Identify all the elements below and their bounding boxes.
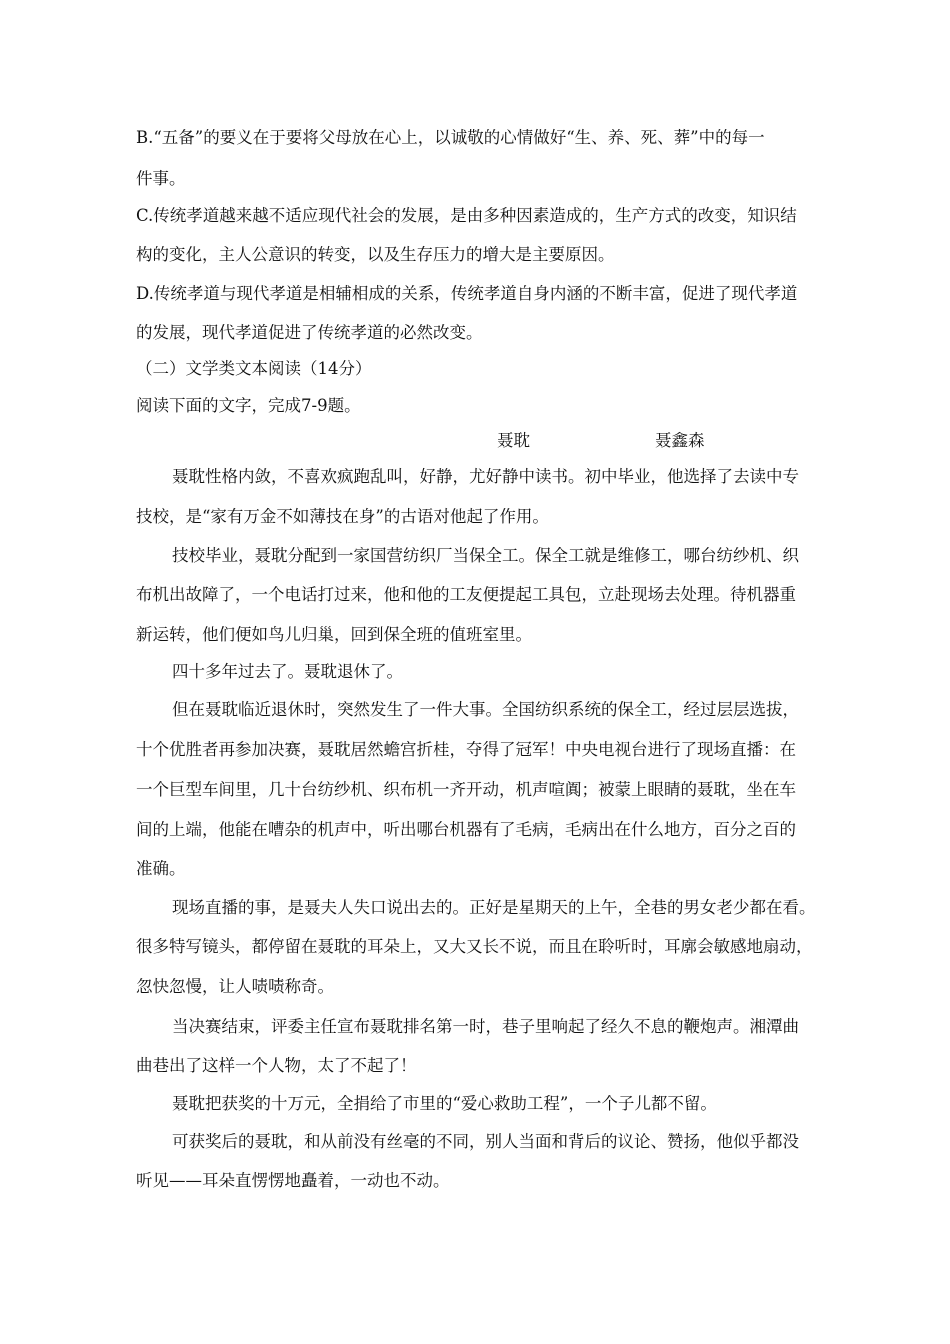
story-line: 听见——耳朵直愣愣地矗着，一动也不动。 [136, 1171, 450, 1190]
story-line: 一个巨型车间里，几十台纺纱机、织布机一齐开动，机声喧阗；被蒙上眼睛的聂耽，坐在车 [136, 780, 796, 799]
story-line: 聂耽把获奖的十万元，全捐给了市里的“爱心救助工程”，一个子儿都不留。 [172, 1094, 717, 1113]
story-line: 技校，是“家有万金不如薄技在身”的古语对他起了作用。 [136, 507, 549, 526]
option-c-line-2: 构的变化，主人公意识的转变，以及生存压力的增大是主要原因。 [136, 245, 615, 264]
story-line: 新运转，他们便如鸟儿归巢，回到保全班的值班室里。 [136, 625, 532, 644]
story-line: 但在聂耽临近退休时，突然发生了一件大事。全国纺织系统的保全工，经过层层选拔， [172, 700, 799, 719]
option-c-line-1: C.传统孝道越来越不适应现代社会的发展，是由多种因素造成的，生产方式的改变，知识结 [136, 206, 797, 225]
story-author: 聂鑫森 [655, 431, 705, 450]
option-d-line-1: D.传统孝道与现代孝道是相辅相成的关系，传统孝道自身内涵的不断丰富，促进了现代孝道 [136, 284, 798, 303]
story-line: 十个优胜者再参加决赛，聂耽居然蟾宫折桂，夺得了冠军！中央电视台进行了现场直播：在 [136, 740, 796, 759]
story-line: 曲巷出了这样一个人物，太了不起了！ [136, 1056, 417, 1075]
story-line: 当决赛结束，评委主任宣布聂耽排名第一时，巷子里响起了经久不息的鞭炮声。湘潭曲 [172, 1017, 799, 1036]
option-d-line-2: 的发展，现代孝道促进了传统孝道的必然改变。 [136, 323, 483, 342]
story-line: 忽快忽慢，让人啧啧称奇。 [136, 977, 334, 996]
story-line: 四十多年过去了。聂耽退休了。 [172, 662, 403, 681]
section-instruction: 阅读下面的文字，完成7-9题。 [136, 396, 361, 415]
story-line: 聂耽性格内敛，不喜欢疯跑乱叫，好静，尤好静中读书。初中毕业，他选择了去读中专 [172, 467, 799, 486]
story-line: 很多特写镜头，都停留在聂耽的耳朵上，又大又长不说，而且在聆听时，耳廓会敏感地扇动， [136, 937, 813, 956]
section-heading: （二）文学类文本阅读（14分） [136, 359, 372, 378]
story-line: 可获奖后的聂耽，和从前没有丝毫的不同，别人当面和背后的议论、赞扬，他似乎都没 [172, 1132, 799, 1151]
option-b-line-1: B.“五备”的要义在于要将父母放在心上，以诚敬的心情做好“生、养、死、葬”中的每一 [136, 128, 765, 147]
story-line: 准确。 [136, 859, 186, 878]
story-line: 间的上端，他能在嘈杂的机声中，听出哪台机器有了毛病，毛病出在什么地方，百分之百的 [136, 820, 796, 839]
story-line: 技校毕业，聂耽分配到一家国营纺织厂当保全工。保全工就是维修工，哪台纺纱机、织 [172, 546, 799, 565]
story-title: 聂耽 [497, 431, 530, 450]
option-b-line-2: 件事。 [136, 169, 186, 188]
story-line: 现场直播的事，是聂夫人失口说出去的。正好是星期天的上午，全巷的男女老少都在看。 [172, 898, 816, 917]
story-line: 布机出故障了，一个电话打过来，他和他的工友便提起工具包，立赴现场去处理。待机器重 [136, 585, 796, 604]
